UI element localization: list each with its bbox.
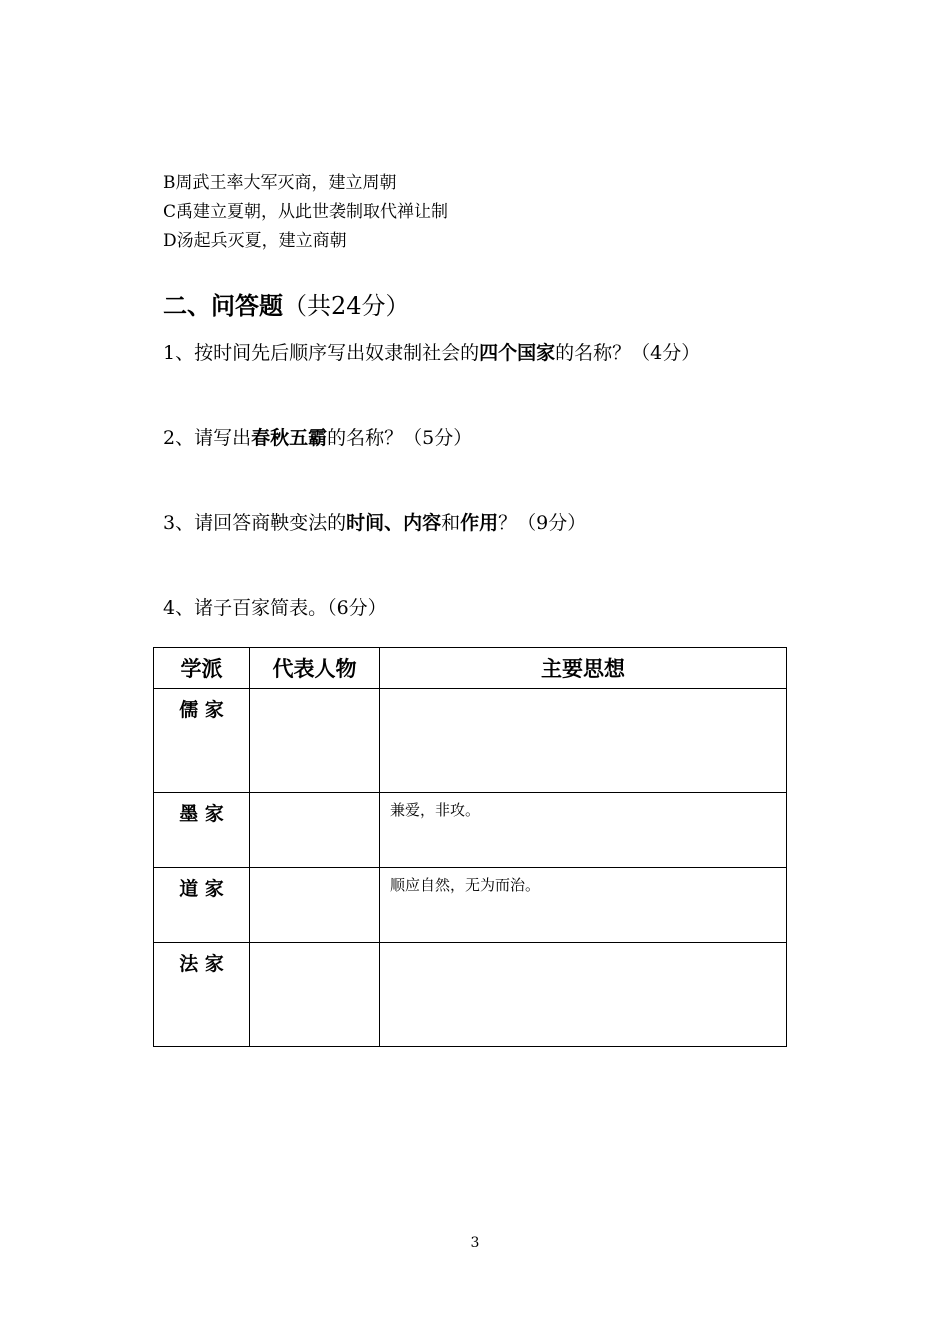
q3-pre: 3、请回答商鞅变法的	[163, 512, 347, 534]
question-2	[163, 423, 472, 450]
section-title-rest: （共24分）	[283, 292, 410, 320]
section-title-bold: 二、问答题	[163, 292, 283, 320]
q2-pre: 2、请写出	[163, 427, 252, 449]
option-c: C禹建立夏朝，从此世袭制取代禅让制	[163, 202, 449, 222]
option-b: B周武王率大军灭商，建立周朝	[163, 173, 397, 193]
q2-bold: 春秋五霸	[251, 427, 328, 449]
person-cell	[250, 943, 380, 1047]
option-d: D汤起兵灭夏，建立商朝	[163, 231, 347, 251]
q1-post: 的名称？（4分）	[555, 342, 701, 364]
section-heading	[163, 286, 410, 321]
idea-cell: 兼爱，非攻。	[380, 793, 787, 868]
idea-cell: 顺应自然，无为而治。	[380, 868, 787, 943]
school-cell: 法 家	[154, 943, 250, 1047]
school-cell: 墨 家	[154, 793, 250, 868]
q1-pre: 1、按时间先后顺序写出奴隶制社会的	[163, 342, 480, 364]
schools-table	[153, 647, 787, 1047]
header-school: 学派	[154, 648, 250, 689]
table-row	[154, 868, 787, 943]
idea-cell	[380, 943, 787, 1047]
q3-bold-2: 作用	[460, 512, 499, 534]
person-cell	[250, 793, 380, 868]
idea-cell	[380, 689, 787, 793]
question-1	[163, 338, 700, 365]
person-cell	[250, 689, 380, 793]
school-cell: 道 家	[154, 868, 250, 943]
q3-bold-1: 时间、内容	[346, 512, 442, 534]
header-person: 代表人物	[250, 648, 380, 689]
question-3	[163, 508, 586, 535]
header-idea: 主要思想	[380, 648, 787, 689]
table-row	[154, 943, 787, 1047]
table-row	[154, 793, 787, 868]
q1-bold: 四个国家	[479, 342, 556, 364]
page-number: 3	[470, 1235, 480, 1251]
table-header-row	[154, 648, 787, 689]
school-cell: 儒 家	[154, 689, 250, 793]
q2-post: 的名称？（5分）	[327, 427, 473, 449]
question-4: 4、诸子百家简表。（6分）	[163, 597, 387, 619]
person-cell	[250, 868, 380, 943]
table-row	[154, 689, 787, 793]
q3-post: ？（9分）	[498, 512, 587, 534]
q3-mid: 和	[441, 512, 461, 534]
